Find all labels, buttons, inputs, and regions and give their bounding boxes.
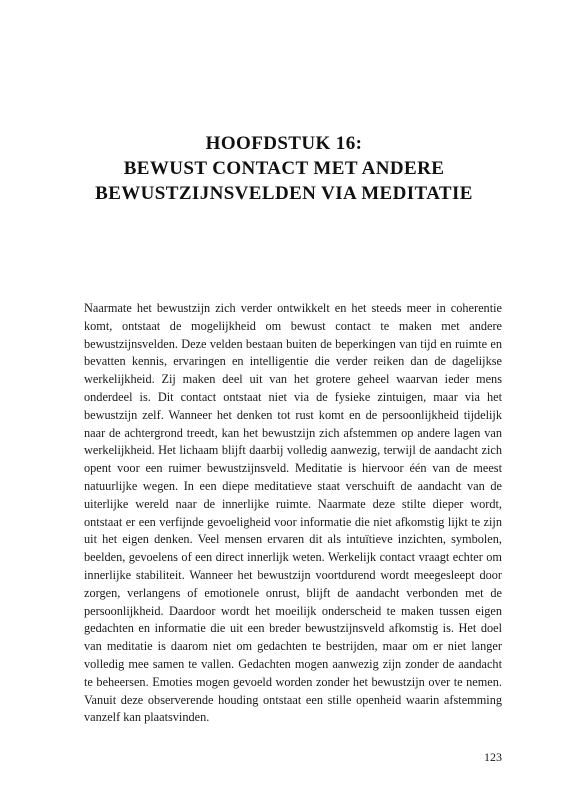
chapter-heading-line-1: HOOFDSTUK 16: [205,133,363,154]
chapter-heading [60,131,508,206]
chapter-heading-line-2: BEWUST CONTACT MET ANDERE [123,158,445,179]
body-paragraph: Naarmate het bewustzijn zich verder ontwikkelt en het steeds meer in coherentie komt, ontstaat de mogelijkheid om bewust contact te maken met andere bewustzijnsvelden. Deze velden bestaan buiten de beperkingen van tijd en ruimte en bevatten kennis, ervaringen en intelligentie die verder reiken dan de dagelijkse werkelijkheid. Zij maken deel uit van het grotere geheel waarvan ieder mens onderdeel is. Dit contact ontstaat niet via de fysieke zintuigen, maar via het bewustzijn zelf. Wanneer het denken tot rust komt en de persoonlijkheid tijdelijk naar de achtergrond treedt, kan het bewustzijn zich afstemmen op andere lagen van werkelijkheid. Het lichaam blijft daarbij volledig aanwezig, terwijl de aandacht zich opent voor een ruimer bewustzijnsveld. Meditatie is hiervoor één van de meest natuurlijke wegen. In een diepe meditatieve staat verschuift de aandacht van de uiterlijke wereld naar de innerlijke ruimte. Naarmate deze stilte dieper wordt, ontstaat er een verfijnde gevoeligheid voor informatie die niet afkomstig lijkt te zijn uit het eigen denken. Veel mensen ervaren dit als intuïtieve inzichten, symbolen, beelden, gevoelens of een direct innerlijk weten. Werkelijk contact vraagt echter om innerlijke stabiliteit. Wanneer het bewustzijn voortdurend wordt meegesleept door zorgen, verlangens of emotionele onrust, blijft de aandacht verbonden met de persoonlijkheid. Daardoor wordt het moeilijk onderscheid te maken tussen eigen gedachten en informatie die uit een breder bewustzijnsveld afkomstig is. Het doel van meditatie is daarom niet om gedachten te bestrijden, maar om er niet langer volledig mee samen te vallen. Gedachten mogen aanwezig zijn zonder de aandacht te beheersen. Emoties mogen gevoeld worden zonder het bewustzijn over te nemen. Vanuit deze observerende houding ontstaat een stille openheid waarin afstemming vanzelf kan plaatsvinden. [84,301,502,725]
page-number: 123 [484,750,502,764]
chapter-heading-line-3: BEWUSTZIJNSVELDEN VIA MEDITATIE [95,183,473,204]
